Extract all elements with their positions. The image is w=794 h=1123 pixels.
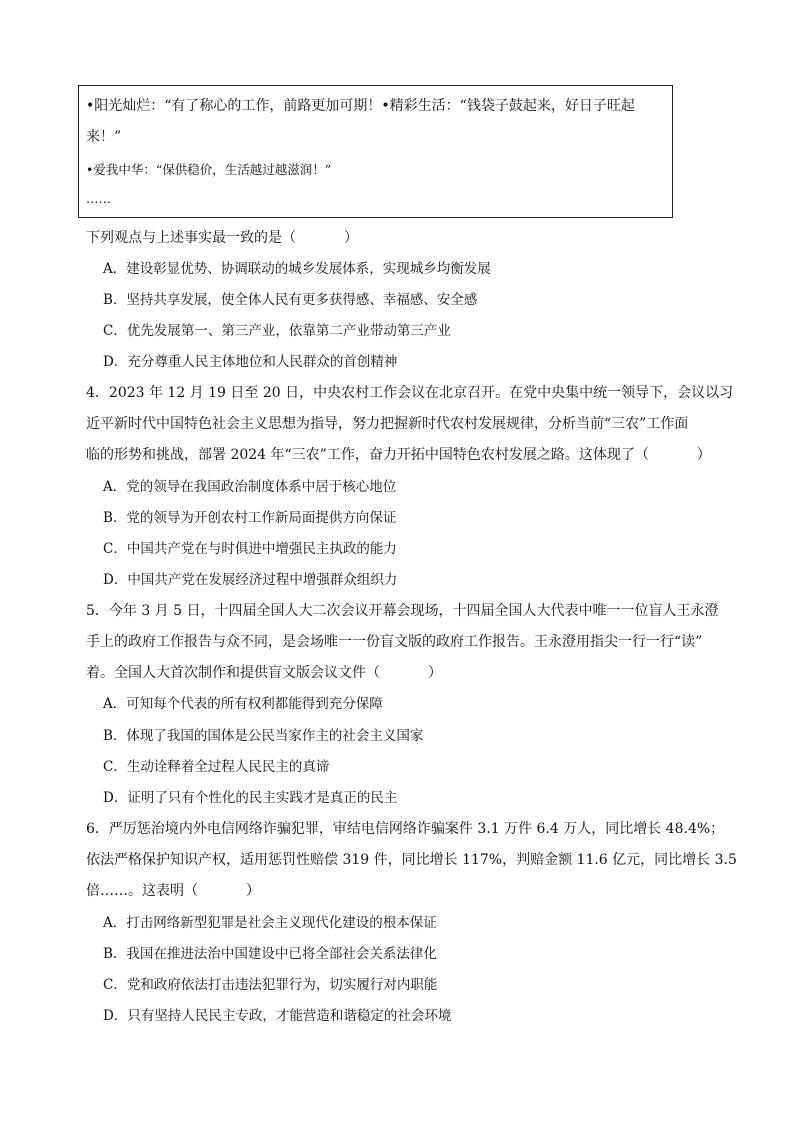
question-5-line-3 [86, 663, 442, 683]
q5-option-c: C．生动诠释着全过程人民民主的真谛 [103, 759, 330, 775]
q3-option-c: C．优先发展第一、第三产业，依靠第二产业带动第三产业 [103, 323, 451, 339]
question-4-line-1: 4．2023 年 12 月 19 日至 20 日，中央农村工作会议在北京召开。在党中央集中统一领导下，会议以习 [86, 385, 734, 401]
q6-option-c: C．党和政府依法打击违法犯罪行为，切实履行对内职能 [103, 977, 438, 993]
q4-option-c: C．中国共产党在与时俱进中增强民主执政的能力 [103, 541, 397, 557]
question-6-line-3 [86, 881, 260, 901]
question-6-line-2: 依法严格保护知识产权，适用惩罚性赔偿 319 件，同比增长 117%，判赔金额 11.6 亿元，同比增长 3.5 [86, 852, 737, 868]
q6-option-b: B．我国在推进法治中国建设中已将全部社会关系法律化 [103, 946, 437, 962]
question-5-line-3-text: 着。全国人大首次制作和提供盲文版会议文件（ [86, 665, 380, 681]
question-6-line-3-close: ） [246, 883, 260, 899]
q4-option-d: D．中国共产党在发展经济过程中增强群众组织力 [103, 572, 398, 588]
q3-option-b: B．坚持共享发展，使全体人民有更多获得感、幸福感、安全感 [103, 292, 478, 308]
question-4-line-3 [86, 445, 711, 465]
q5-option-a: A．可知每个代表的所有权利都能得到充分保障 [103, 696, 383, 712]
question-4-line-3-close: ） [696, 447, 711, 463]
q6-option-d: D．只有坚持人民民主专政，才能营造和谐稳定的社会环境 [103, 1008, 452, 1024]
q6-option-a: A．打击网络新型犯罪是社会主义现代化建设的根本保证 [103, 915, 437, 931]
q4-option-a: A．党的领导在我国政治制度体系中居于核心地位 [103, 479, 397, 495]
question-3-stem-text: 下列观点与上述事实最一致的是（ [86, 230, 296, 246]
question-6-line-3-text: 倍……。这表明（ [86, 883, 198, 899]
question-6-line-1: 6．严厉惩治境内外电信网络诈骗犯罪，审结电信网络诈骗案件 3.1 万件 6.4 万人，同比增长 48.4%； [86, 821, 725, 837]
question-5-line-2: 手上的政府工作报告与众不同，是会场唯一一份盲文版的政府工作报告。王永澄用指尖一行一行“读” [86, 634, 703, 650]
q5-option-b: B．体现了我国的国体是公民当家作主的社会主义国家 [103, 728, 424, 744]
quote-line-1: •阳光灿烂：“有了称心的工作，前路更加可期！•精彩生活：“钱袋子鼓起来，好日子旺起 [86, 98, 635, 114]
question-5-line-3-close: ） [428, 665, 442, 681]
question-3-stem [86, 228, 358, 248]
question-4-line-3-text: 临的形势和挑战，部署 2024 年“三农”工作，奋力开拓中国特色农村发展之路。这体现了（ [86, 447, 649, 463]
question-5-line-1: 5．今年 3 月 5 日，十四届全国人大二次会议开幕会现场，十四届全国人大代表中唯一一位盲人王永澄 [86, 603, 719, 619]
q5-option-d: D．证明了只有个性化的民主实践才是真正的民主 [103, 790, 398, 806]
question-4-line-2: 近平新时代中国特色社会主义思想为指导，努力把握新时代农村发展规律，分析当前“三农”工作面 [86, 416, 689, 432]
quote-line-3: •爱我中华：“保供稳价，生活越过越滋润！” [86, 162, 332, 177]
q3-option-a: A．建设彰显优势、协调联动的城乡发展体系，实现城乡均衡发展 [103, 261, 491, 277]
quote-line-4: …… [86, 191, 111, 206]
quote-line-2: 来！” [86, 129, 122, 145]
question-3-stem-close: ） [344, 230, 358, 246]
q3-option-d: D．充分尊重人民主体地位和人民群众的首创精神 [103, 354, 398, 370]
q4-option-b: B．党的领导为开创农村工作新局面提供方向保证 [103, 510, 397, 526]
